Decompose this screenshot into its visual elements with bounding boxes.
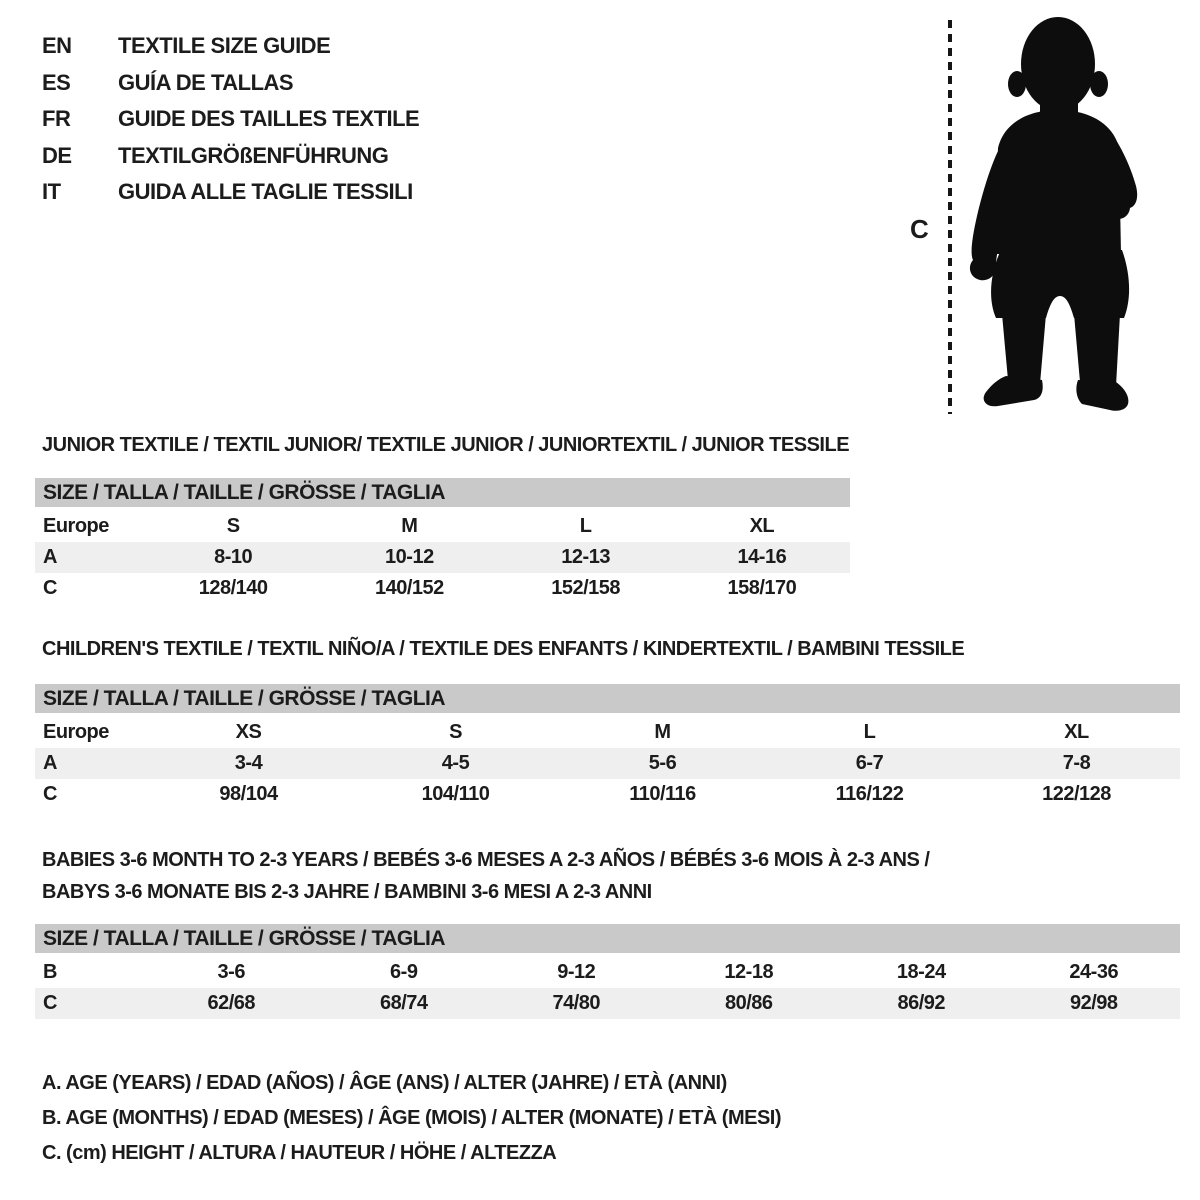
table-row-europe — [35, 717, 1180, 748]
lang-code: DE — [42, 142, 72, 168]
months-cell: 9-12 — [557, 961, 596, 983]
height-measure-label: C — [910, 214, 929, 244]
height-cell: 110/116 — [629, 783, 696, 805]
lang-row-de — [42, 138, 419, 175]
age-cell: 3-4 — [234, 752, 263, 774]
height-cell: 116/122 — [835, 783, 904, 805]
babies-title-line1: BABIES 3-6 MONTH TO 2-3 YEARS / BEBÉS 3-6 MESES A 2-3 AÑOS / BÉBÉS 3-6 MOIS À 2-3 ANS / — [42, 849, 930, 871]
months-cell: 24-36 — [1069, 961, 1119, 983]
months-cell: 3-6 — [217, 961, 245, 983]
months-cell: 6-9 — [390, 961, 418, 983]
row-label: Europe — [43, 515, 109, 537]
height-cell: 128/140 — [198, 577, 268, 599]
size-cell: L — [863, 721, 876, 743]
guide-title: TEXTILGRÖßENFÜHRUNG — [118, 142, 389, 168]
height-cell: 74/80 — [552, 992, 601, 1014]
row-label: B — [43, 961, 57, 983]
lang-code: FR — [42, 106, 71, 132]
row-label: C — [43, 577, 57, 599]
table-row-europe — [35, 511, 850, 542]
size-cell: M — [654, 721, 671, 743]
height-cell: 92/98 — [1069, 992, 1118, 1014]
table-row-height — [35, 988, 1180, 1019]
size-cell: L — [579, 515, 592, 537]
height-cell: 86/92 — [897, 992, 946, 1014]
age-cell: 7-8 — [1062, 752, 1091, 774]
children-size-table — [35, 684, 1180, 810]
language-title-block — [42, 28, 419, 211]
table-row-height — [35, 573, 850, 604]
children-size-header-bar: SIZE / TALLA / TAILLE / GRÖSSE / TAGLIA — [35, 684, 1180, 713]
age-cell: 10-12 — [385, 546, 434, 568]
junior-size-header-bar: SIZE / TALLA / TAILLE / GRÖSSE / TAGLIA — [35, 478, 850, 507]
lang-row-es — [42, 65, 419, 102]
height-cell: 152/158 — [551, 577, 621, 599]
height-cell: 104/110 — [421, 783, 490, 805]
lang-code: ES — [42, 69, 71, 95]
junior-section-title: JUNIOR TEXTILE / TEXTIL JUNIOR/ TEXTILE JUNIOR / JUNIORTEXTIL / JUNIOR TESSILE — [42, 434, 850, 456]
age-cell: 8-10 — [214, 546, 253, 568]
lang-row-en — [42, 28, 419, 65]
children-section-title: CHILDREN'S TEXTILE / TEXTIL NIÑO/A / TEXTILE DES ENFANTS / KINDERTEXTIL / BAMBINI TESSILE — [42, 638, 965, 660]
age-cell: 5-6 — [648, 752, 677, 774]
babies-size-table — [35, 924, 1180, 1019]
size-cell: XS — [235, 721, 262, 743]
row-label: A — [43, 752, 57, 774]
size-cell: S — [226, 515, 240, 537]
babies-size-header-bar: SIZE / TALLA / TAILLE / GRÖSSE / TAGLIA — [35, 924, 1180, 953]
children-table — [35, 717, 1180, 810]
size-cell: XL — [749, 515, 775, 537]
table-row-age — [35, 748, 1180, 779]
row-label: A — [43, 546, 57, 568]
guide-title: TEXTILE SIZE GUIDE — [118, 33, 331, 59]
height-cell: 158/170 — [727, 577, 797, 599]
height-measure-dashed-line — [948, 20, 952, 414]
table-row-height — [35, 779, 1180, 810]
footnote-height-cm: C. (cm) HEIGHT / ALTURA / HAUTEUR / HÖHE / ALTEZZA — [42, 1142, 557, 1164]
table-row-age — [35, 542, 850, 573]
months-cell: 18-24 — [896, 961, 946, 983]
height-cell: 62/68 — [207, 992, 256, 1014]
lang-row-fr — [42, 101, 419, 138]
lang-row-it — [42, 174, 419, 211]
age-cell: 6-7 — [855, 752, 884, 774]
legend-footnotes — [42, 1066, 781, 1171]
size-cell: S — [449, 721, 462, 743]
row-label: C — [43, 992, 57, 1014]
row-label: C — [43, 783, 57, 805]
months-cell: 12-18 — [724, 961, 774, 983]
guide-title: GUIDE DES TAILLES TEXTILE — [118, 106, 420, 132]
junior-size-table — [35, 478, 850, 604]
footnote-age-months: B. AGE (MONTHS) / EDAD (MESES) / ÂGE (MOIS) / ALTER (MONATE) / ETÀ (MESI) — [42, 1107, 782, 1129]
row-label: Europe — [43, 721, 109, 743]
toddler-silhouette-icon — [960, 12, 1145, 422]
height-cell: 122/128 — [1042, 783, 1111, 805]
lang-code: IT — [42, 179, 61, 205]
babies-section-title — [42, 844, 929, 908]
guide-title: GUÍA DE TALLAS — [118, 69, 294, 95]
lang-code: EN — [42, 33, 72, 59]
size-cell: M — [401, 515, 418, 537]
table-row-months — [35, 957, 1180, 988]
age-cell: 4-5 — [441, 752, 470, 774]
height-cell: 98/104 — [219, 783, 278, 805]
age-cell: 14-16 — [737, 546, 787, 568]
footnote-age-years: A. AGE (YEARS) / EDAD (AÑOS) / ÂGE (ANS) / ALTER (JAHRE) / ETÀ (ANNI) — [42, 1072, 727, 1094]
age-cell: 12-13 — [561, 546, 610, 568]
babies-title-line2: BABYS 3-6 MONATE BIS 2-3 JAHRE / BAMBINI 3-6 MESI A 2-3 ANNI — [42, 881, 652, 903]
guide-title: GUIDA ALLE TAGLIE TESSILI — [118, 179, 413, 205]
height-cell: 140/152 — [374, 577, 444, 599]
height-cell: 68/74 — [379, 992, 428, 1014]
junior-table — [35, 511, 850, 604]
babies-table — [35, 957, 1180, 1019]
height-cell: 80/86 — [724, 992, 773, 1014]
size-cell: XL — [1064, 721, 1089, 743]
